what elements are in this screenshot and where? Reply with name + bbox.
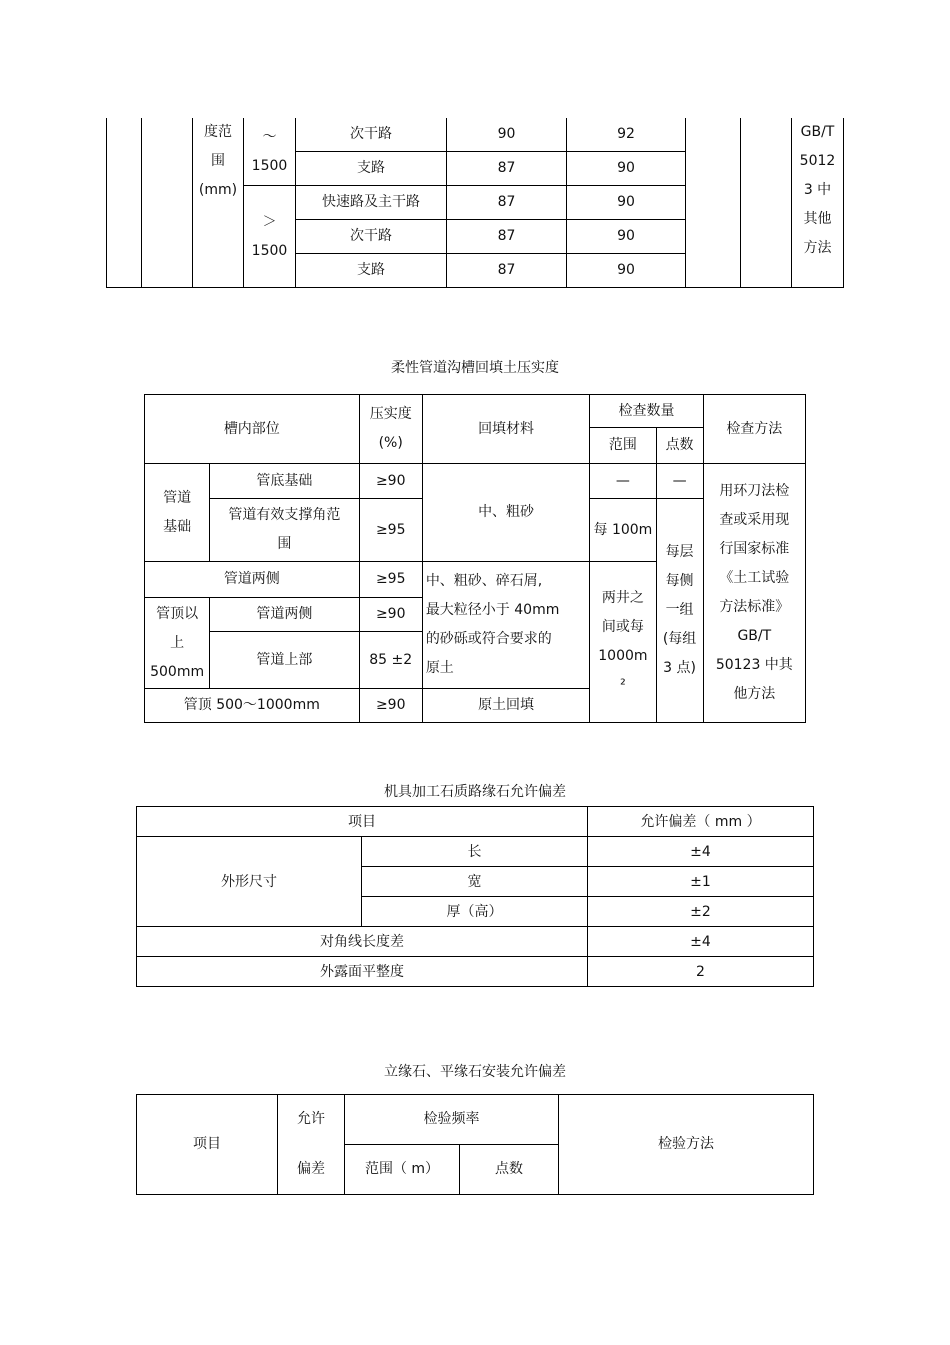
depth-range-label: 度范 围 (mm) [193,118,244,288]
header-points: 点数 [460,1145,559,1195]
row-points: — [656,464,703,499]
range-100m: 每 100m [590,499,656,562]
row-compaction: ≥95 [359,562,422,598]
value-diagonal: ±4 [588,927,814,957]
row-compaction: ≥90 [359,598,422,632]
curb-tolerance-table-caption: 机具加工石质路缘石允许偏差 [384,784,566,800]
material-sand: 中、粗砂 [422,464,590,562]
value-cell: 92 [567,118,686,152]
row-width: 宽 [362,867,588,897]
range-1000m: 两井之 间或每 1000m ² [590,562,656,723]
header-position: 槽内部位 [145,395,360,464]
value-cell: 87 [447,152,567,186]
group-outer-size: 外形尺寸 [137,837,362,927]
method-cell: GB/T 5012 3 中 其他 方法 [792,118,844,288]
blank-cell [142,118,193,288]
depth-gt-1500: ＞ 1500 [244,186,296,288]
header-points: 点数 [656,428,703,464]
row-position: 管底基础 [210,464,359,499]
row-compaction: ≥90 [359,464,422,499]
header-deviation-bottom: 偏差 [278,1145,345,1195]
row-position: 管道有效支撑角范 围 [210,499,359,562]
road-type: 快速路及主干路 [296,186,447,220]
header-compaction: 压实度 (%) [359,395,422,464]
value-cell: 87 [447,254,567,288]
row-position: 管道上部 [210,632,359,689]
blank-cell [107,118,142,288]
curb-install-table-caption: 立缘石、平缘石安装允许偏差 [384,1064,566,1080]
header-deviation: 允许偏差（ mm ） [588,807,814,837]
depth-le-1500: ～ 1500 [244,118,296,186]
row-compaction: ≥95 [359,499,422,562]
header-item: 项目 [137,807,588,837]
header-deviation-top: 允许 [278,1095,345,1145]
method-cell: 用环刀法检 查或采用现 行国家标准 《土工试验 方法标准》 GB/T 50123 中其 他方法 [703,464,805,723]
row-position: 管顶 500～1000mm [145,689,360,723]
material-gravel: 中、粗砂、碎石屑, 最大粒径小于 40mm 的砂砾或符合要求的 原土 [422,562,590,689]
curb-install-tolerance-table [136,1094,814,1195]
value-cell: 90 [567,220,686,254]
row-flatness: 外露面平整度 [137,957,588,987]
value-length: ±4 [588,837,814,867]
header-frequency: 检验频率 [345,1095,559,1145]
flexible-pipe-table-caption: 柔性管道沟槽回填土压实度 [391,360,559,376]
value-flatness: 2 [588,957,814,987]
material-original: 原土回填 [422,689,590,723]
value-thickness: ±2 [588,897,814,927]
value-cell: 90 [567,152,686,186]
header-range: 范围 [590,428,656,464]
points-each-layer: 每层 每侧 一组 (每组 3 点) [656,499,703,723]
value-cell: 90 [447,118,567,152]
header-material: 回填材料 [422,395,590,464]
road-type: 次干路 [296,118,447,152]
value-cell: 87 [447,220,567,254]
curb-stone-tolerance-table [136,806,814,987]
row-diagonal: 对角线长度差 [137,927,588,957]
row-compaction: ≥90 [359,689,422,723]
header-range: 范围（ m） [345,1145,460,1195]
blank-cell [741,118,792,288]
header-item: 项目 [137,1095,278,1195]
value-width: ±1 [588,867,814,897]
road-type: 支路 [296,254,447,288]
row-compaction: 85 ±2 [359,632,422,689]
row-thickness: 厚（高） [362,897,588,927]
header-method: 检验方法 [559,1095,814,1195]
row-position: 管道两侧 [145,562,360,598]
row-length: 长 [362,837,588,867]
compaction-continuation-table [106,118,844,288]
row-range: — [590,464,656,499]
value-cell: 90 [567,254,686,288]
road-type: 支路 [296,152,447,186]
header-quantity: 检查数量 [590,395,703,428]
group-pipe-base: 管道 基础 [145,464,210,562]
group-pipe-top: 管顶以 上 500mm [145,598,210,689]
blank-cell [686,118,741,288]
value-cell: 90 [567,186,686,220]
value-cell: 87 [447,186,567,220]
road-type: 次干路 [296,220,447,254]
flexible-pipe-compaction-table [144,394,806,723]
row-position: 管道两侧 [210,598,359,632]
header-method: 检查方法 [703,395,805,464]
